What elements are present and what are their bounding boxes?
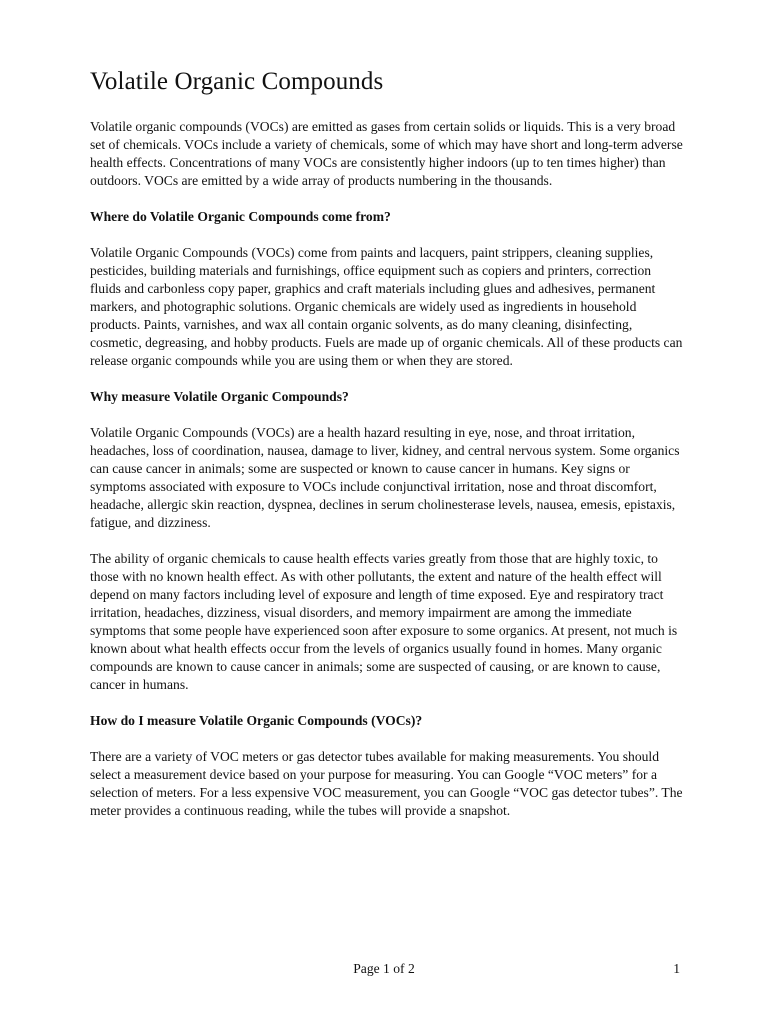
health-hazard-paragraph: Volatile Organic Compounds (VOCs) are a health hazard resulting in eye, nose, and throat irritation, headaches, loss of coordination, nausea, damage to liver, kidney, and central nervous system. Some organics can cause cancer in animals; some are suspected or known to cause cancer in humans. Key signs or symptoms associated with exposure to VOCs include conjunctival irritation, nose and throat discomfort, headache, allergic skin reaction, dyspnea, declines in serum cholinesterase levels, nausea, emesis, epistaxis, fatigue, and dizziness. — [90, 425, 680, 530]
sources-paragraph: Volatile Organic Compounds (VOCs) come from paints and lacquers, paint strippers, cleaning supplies, pesticides, building materials and furnishings, office equipment such as copiers and printers, correction fluids and carbonless copy paper, graphics and craft materials including glues and adhesives, permanent markers, and photographic solutions. Organic chemicals are widely used as ingredients in household products. Paints, varnishes, and wax all contain organic solvents, as do many cleaning, disinfecting, cosmetic, degreasing, and hobby products. Fuels are made up of organic chemicals. All of these products can release organic compounds while you are using them or when they are stored. — [90, 245, 683, 368]
section-heading-sources: Where do Volatile Organic Compounds come from? — [90, 209, 391, 224]
section-heading-why-measure: Why measure Volatile Organic Compounds? — [90, 389, 349, 404]
health-effects-paragraph: The ability of organic chemicals to cause health effects varies greatly from those that are highly toxic, to those with no known health effect. As with other pollutants, the extent and nature of the health effect will depend on many factors including level of exposure and length of time exposed. Eye and respiratory tract irritation, headaches, dizziness, visual disorders, and memory impairment are among the immediate symptoms that some people have experienced soon after exposure to some organics. At present, not much is known about what health effects occur from the levels of organics usually found in homes. Many organic compounds are known to cause cancer in animals; some are suspected of causing, or are known to cause, cancer in humans. — [90, 551, 678, 692]
page-number: 1 — [673, 961, 680, 976]
page-counter: Page 1 of 2 — [353, 961, 415, 976]
measurement-paragraph: There are a variety of VOC meters or gas detector tubes available for making measurements. You should select a measurement device based on your purpose for measuring. You can Google “VOC meters” for a selection of meters. For a less expensive VOC measurement, you can Google “VOC gas detector tubes”. The meter provides a continuous reading, while the tubes will provide a snapshot. — [90, 749, 683, 818]
document-body — [90, 66, 684, 838]
section-heading-how-measure: How do I measure Volatile Organic Compounds (VOCs)? — [90, 713, 423, 728]
intro-paragraph: Volatile organic compounds (VOCs) are emitted as gases from certain solids or liquids. This is a very broad set of chemicals. VOCs include a variety of chemicals, some of which may have short and long-term adverse health effects. Concentrations of many VOCs are consistently higher indoors (up to ten times higher) than outdoors. VOCs are emitted by a wide array of products numbering in the thousands. — [90, 119, 683, 188]
document-title: Volatile Organic Compounds — [90, 68, 384, 95]
